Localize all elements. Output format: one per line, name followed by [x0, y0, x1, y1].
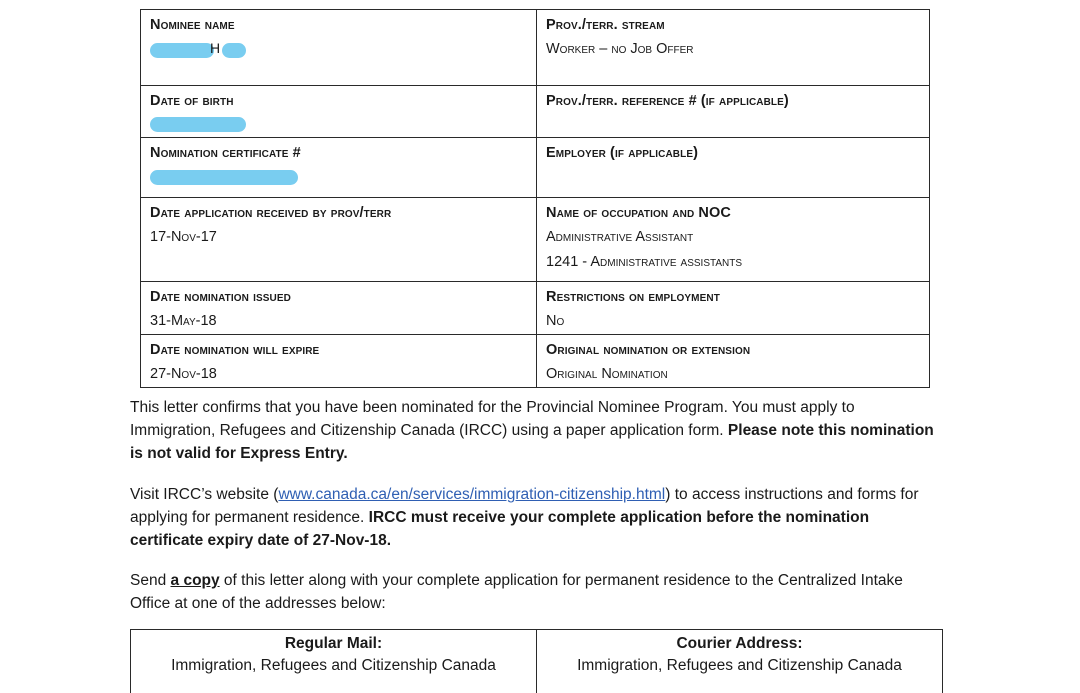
occupation-title: Administrative Assistant: [546, 224, 920, 250]
regular-mail-line: Immigration, Refugees and Citizenship Canada: [135, 655, 532, 677]
date-issued-value: 31-May-18: [150, 308, 527, 334]
nominee-name-label: Nominee name: [150, 14, 527, 36]
nomination-details-table: [140, 9, 930, 388]
confirmation-paragraph: [130, 396, 940, 465]
ircc-website-link[interactable]: www.canada.ca/en/services/immigration-citizenship.html: [278, 486, 665, 503]
stream-label: Prov./terr. stream: [546, 14, 920, 36]
original-label: Original nomination or extension: [546, 339, 920, 361]
addresses-table: [130, 629, 943, 693]
date-received-cell: [141, 198, 537, 282]
occupation-noc: 1241 - Administrative assistants: [546, 250, 920, 274]
original-cell: [537, 335, 930, 388]
redaction-mark: [150, 117, 246, 132]
confirmation-text: This letter confirms that you have been nominated for the Provincial Nominee Program. You must apply to Immigration, Refugees and Citizenship Canada (IRCC) using a paper application form.: [130, 399, 855, 439]
occupation-cell: [537, 198, 930, 282]
restrictions-cell: [537, 282, 930, 335]
send-copy-paragraph: [130, 569, 940, 615]
nominee-name-visible-letter: H: [210, 40, 220, 56]
date-of-birth-cell: [141, 86, 537, 138]
redaction-mark: [150, 43, 214, 58]
date-expire-label: Date nomination will expire: [150, 339, 527, 361]
courier-address-line: Immigration, Refugees and Citizenship Canada: [541, 655, 938, 677]
send-intro: Send: [130, 572, 171, 589]
redaction-mark: [150, 170, 298, 185]
restrictions-value: No: [546, 308, 920, 334]
date-received-label: Date application received by prov/terr: [150, 202, 527, 224]
regular-mail-cell: [131, 630, 537, 693]
redaction-mark: [222, 43, 246, 58]
date-expire-value: 27-Nov-18: [150, 361, 527, 387]
certificate-label: Nomination certificate #: [150, 142, 527, 164]
instructions-text: ) to access instructions and forms for applying for permanent residence.: [130, 486, 919, 526]
original-value: Original Nomination: [546, 361, 920, 387]
certificate-cell: [141, 138, 537, 198]
reference-cell: [537, 86, 930, 138]
nominee-name-value: [150, 36, 527, 59]
stream-value: Worker – no Job Offer: [546, 36, 920, 62]
expiry-deadline-note: IRCC must receive your complete application before the nomination certificate expiry date of 27-Nov-18.: [130, 509, 869, 549]
date-issued-label: Date nomination issued: [150, 286, 527, 308]
employer-label: Employer (if applicable): [546, 142, 920, 164]
reference-label: Prov./terr. reference # (if applicable): [546, 90, 920, 112]
employer-cell: [537, 138, 930, 198]
send-text: of this letter along with your complete application for permanent residence to the Centralized Intake Office at one of the addresses below:: [130, 572, 903, 612]
courier-address-title: Courier Address:: [541, 633, 938, 655]
nominee-name-cell: [141, 10, 537, 86]
express-entry-note: Please note this nomination is not valid for Express Entry.: [130, 422, 934, 462]
date-received-value: 17-Nov-17: [150, 224, 527, 250]
courier-address-cell: [537, 630, 943, 693]
instructions-paragraph: [130, 483, 940, 552]
a-copy-emphasis: a copy: [171, 572, 220, 589]
date-issued-cell: [141, 282, 537, 335]
date-expire-cell: [141, 335, 537, 388]
regular-mail-title: Regular Mail:: [135, 633, 532, 655]
date-of-birth-label: Date of birth: [150, 90, 527, 112]
instructions-intro: Visit IRCC’s website (: [130, 486, 278, 503]
restrictions-label: Restrictions on employment: [546, 286, 920, 308]
stream-cell: [537, 10, 930, 86]
occupation-label: Name of occupation and NOC: [546, 202, 920, 224]
